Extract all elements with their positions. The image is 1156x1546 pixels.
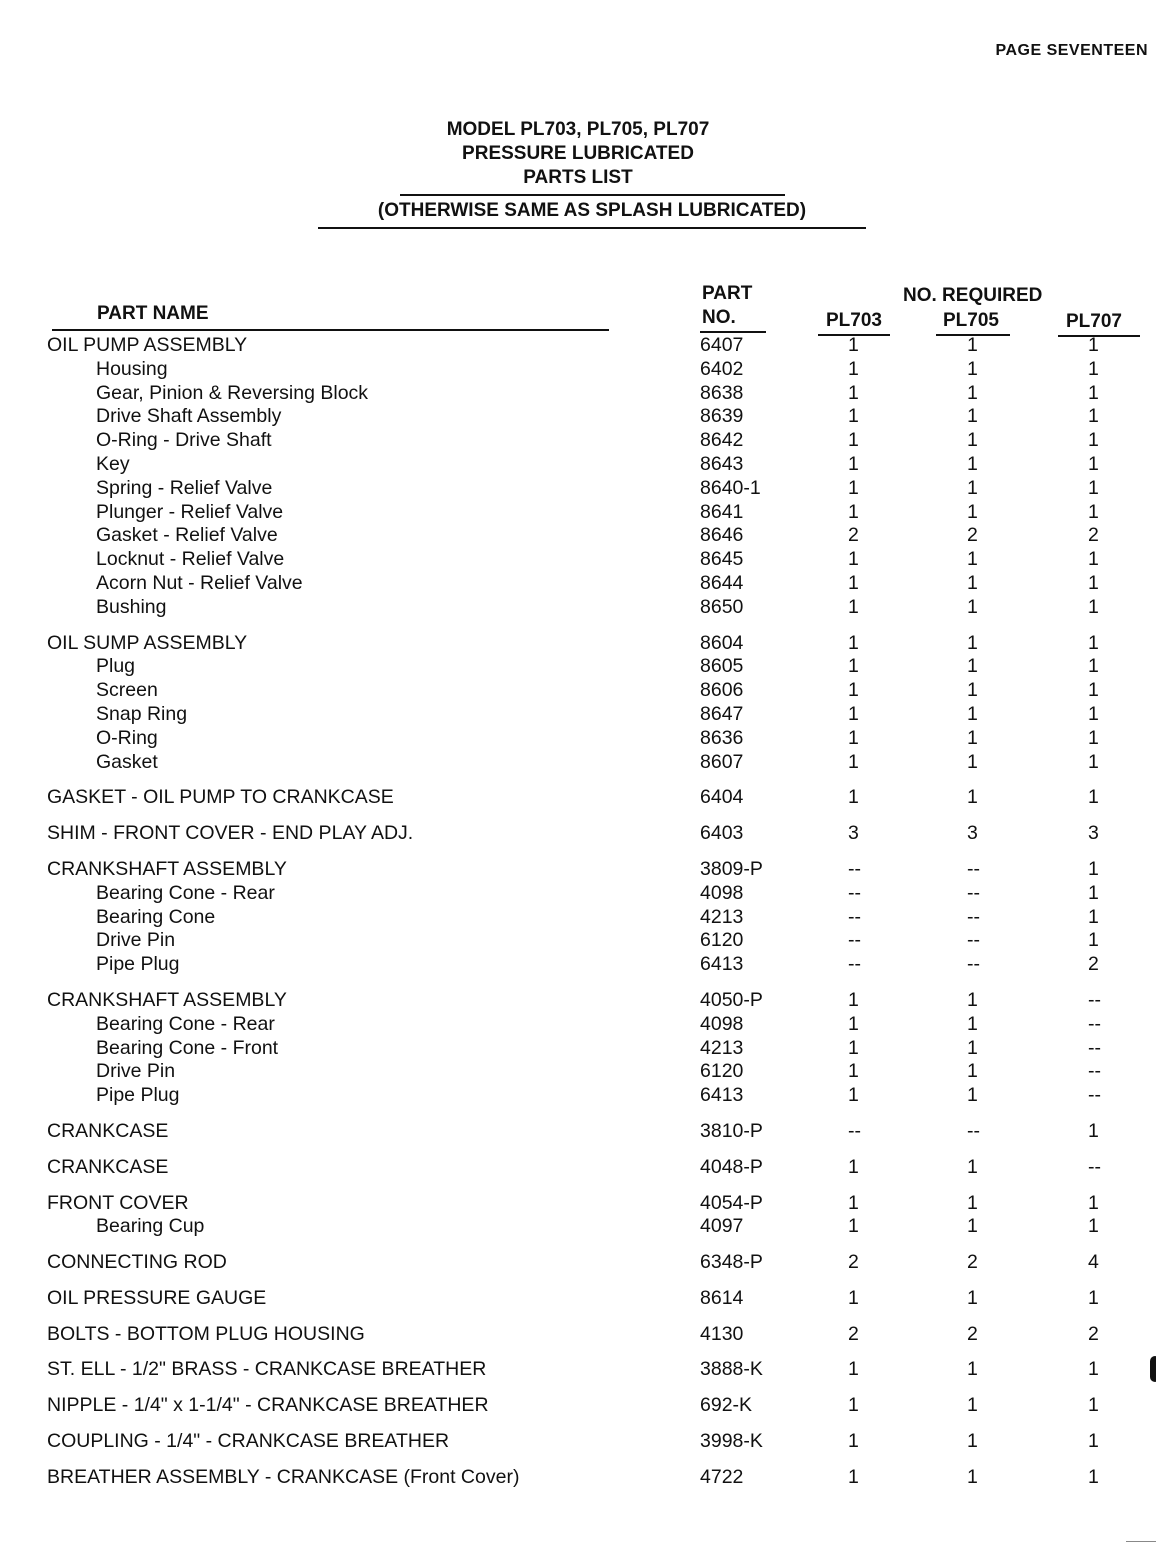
qty-pl705-cell: 1 xyxy=(967,1084,978,1107)
qty-pl703-cell: 1 xyxy=(848,988,859,1011)
qty-pl703-cell: 1 xyxy=(848,679,859,702)
qty-pl705-cell: 2 xyxy=(967,1251,978,1274)
title-line-2: PRESSURE LUBRICATED xyxy=(462,143,694,164)
table-row xyxy=(0,334,1156,358)
part-no-cell: 6413 xyxy=(700,953,744,976)
qty-pl703-cell: 1 xyxy=(848,357,859,380)
qty-pl705-cell: -- xyxy=(967,857,980,880)
part-no-cell: 3810-P xyxy=(700,1119,763,1142)
part-no-cell: 6402 xyxy=(700,357,744,380)
qty-pl707-cell: 1 xyxy=(1088,500,1099,523)
part-no-cell: 8605 xyxy=(700,655,744,678)
table-row xyxy=(0,906,1156,930)
qty-pl707-cell: 1 xyxy=(1088,786,1099,809)
qty-pl705-cell: 1 xyxy=(967,1060,978,1083)
qty-pl703-cell: -- xyxy=(848,929,861,952)
title-rule xyxy=(400,194,785,196)
part-no-cell: 8604 xyxy=(700,631,744,654)
table-row xyxy=(0,358,1156,382)
part-no-cell: 8614 xyxy=(700,1286,744,1309)
qty-pl707-cell: 1 xyxy=(1088,750,1099,773)
part-no-cell: 8645 xyxy=(700,548,744,571)
qty-pl705-cell: 1 xyxy=(967,1155,978,1178)
qty-pl707-cell: 1 xyxy=(1088,595,1099,618)
part-no-cell: 3888-K xyxy=(700,1358,763,1381)
qty-pl703-cell: 2 xyxy=(848,1251,859,1274)
table-row xyxy=(0,572,1156,596)
table-row xyxy=(0,1287,1156,1311)
qty-pl703-cell: 1 xyxy=(848,631,859,654)
qty-pl703-cell: 1 xyxy=(848,452,859,475)
part-name-cell: OIL SUMP ASSEMBLY xyxy=(47,631,248,654)
part-name-cell: CRANKSHAFT ASSEMBLY xyxy=(47,857,287,880)
part-no-cell: 4213 xyxy=(700,1036,744,1059)
qty-pl707-cell: 1 xyxy=(1088,357,1099,380)
qty-pl705-cell: 1 xyxy=(967,405,978,428)
qty-pl707-cell: 1 xyxy=(1088,1394,1099,1417)
qty-pl703-cell: 3 xyxy=(848,822,859,845)
part-no-cell: 4054-P xyxy=(700,1191,763,1214)
part-name-cell: FRONT COVER xyxy=(47,1191,189,1214)
qty-pl703-cell: -- xyxy=(848,1119,861,1142)
qty-pl703-cell: 1 xyxy=(848,1191,859,1214)
qty-pl705-cell: 1 xyxy=(967,1036,978,1059)
part-no-cell: 8606 xyxy=(700,679,744,702)
table-row xyxy=(0,453,1156,477)
table-row xyxy=(0,1466,1156,1490)
table-row xyxy=(0,989,1156,1013)
qty-pl707-cell: 1 xyxy=(1088,476,1099,499)
table-row xyxy=(0,1430,1156,1454)
qty-pl705-cell: 1 xyxy=(967,1191,978,1214)
part-no-cell: 8647 xyxy=(700,702,744,725)
qty-pl703-cell: 1 xyxy=(848,571,859,594)
qty-pl707-cell: 1 xyxy=(1088,857,1099,880)
qty-pl705-cell: 1 xyxy=(967,750,978,773)
part-no-cell: 4098 xyxy=(700,1012,744,1035)
qty-pl705-cell: -- xyxy=(967,905,980,928)
qty-pl707-cell: -- xyxy=(1088,988,1101,1011)
qty-pl705-cell: 1 xyxy=(967,357,978,380)
qty-pl703-cell: -- xyxy=(848,905,861,928)
part-name-cell: Drive Pin xyxy=(96,929,176,952)
part-name-cell: ST. ELL - 1/2" BRASS - CRANKCASE BREATHER xyxy=(47,1358,487,1381)
qty-pl707-cell: 1 xyxy=(1088,1286,1099,1309)
part-no-cell: 8641 xyxy=(700,500,744,523)
qty-pl703-cell: 1 xyxy=(848,548,859,571)
header-no-required: NO. REQUIRED xyxy=(903,285,1043,306)
part-name-cell: COUPLING - 1/4" - CRANKCASE BREATHER xyxy=(47,1430,450,1453)
part-no-cell: 4048-P xyxy=(700,1155,763,1178)
qty-pl703-cell: 1 xyxy=(848,786,859,809)
qty-pl705-cell: 1 xyxy=(967,334,978,356)
table-row xyxy=(0,1358,1156,1382)
qty-pl705-cell: 1 xyxy=(967,1286,978,1309)
table-row xyxy=(0,524,1156,548)
qty-pl705-cell: 1 xyxy=(967,1430,978,1453)
qty-pl707-cell: 1 xyxy=(1088,631,1099,654)
part-no-cell: 8646 xyxy=(700,524,744,547)
qty-pl705-cell: 1 xyxy=(967,679,978,702)
margin-ink-mark xyxy=(1150,1356,1156,1382)
header-part-no xyxy=(702,282,752,330)
part-no-cell: 4050-P xyxy=(700,988,763,1011)
qty-pl703-cell: 2 xyxy=(848,524,859,547)
qty-pl703-cell: 1 xyxy=(848,334,859,356)
part-name-cell: OIL PUMP ASSEMBLY xyxy=(47,334,248,356)
part-no-cell: 8644 xyxy=(700,571,744,594)
table-row xyxy=(0,1215,1156,1239)
table-row xyxy=(0,382,1156,406)
qty-pl703-cell: 1 xyxy=(848,476,859,499)
qty-pl707-cell: -- xyxy=(1088,1012,1101,1035)
part-no-cell: 3998-K xyxy=(700,1430,763,1453)
table-row xyxy=(0,786,1156,810)
qty-pl705-cell: 1 xyxy=(967,571,978,594)
table-row xyxy=(0,548,1156,572)
part-no-cell: 8607 xyxy=(700,750,744,773)
qty-pl707-cell: 1 xyxy=(1088,1430,1099,1453)
part-name-cell: Bearing Cup xyxy=(96,1215,205,1238)
part-name-cell: BOLTS - BOTTOM PLUG HOUSING xyxy=(47,1322,365,1345)
qty-pl707-cell: 1 xyxy=(1088,905,1099,928)
qty-pl705-cell: 1 xyxy=(967,655,978,678)
header-part-name: PART NAME xyxy=(97,303,209,324)
qty-pl703-cell: 1 xyxy=(848,1155,859,1178)
qty-pl703-cell: -- xyxy=(848,857,861,880)
table-row xyxy=(0,727,1156,751)
table-row xyxy=(0,822,1156,846)
part-no-cell: 692-K xyxy=(700,1394,753,1417)
subtitle-rule xyxy=(318,227,866,229)
page-label: PAGE SEVENTEEN xyxy=(995,42,1148,59)
part-name-cell: Snap Ring xyxy=(96,702,188,725)
corner-mark xyxy=(1126,1541,1156,1542)
part-name-cell: Bearing Cone xyxy=(96,905,216,928)
qty-pl705-cell: -- xyxy=(967,881,980,904)
qty-pl705-cell: 1 xyxy=(967,1394,978,1417)
qty-pl707-cell: 3 xyxy=(1088,822,1099,845)
part-no-cell: 8636 xyxy=(700,726,744,749)
qty-pl705-cell: 1 xyxy=(967,548,978,571)
part-no-cell: 4098 xyxy=(700,881,744,904)
qty-pl707-cell: 1 xyxy=(1088,1119,1099,1142)
part-no-cell: 4213 xyxy=(700,905,744,928)
qty-pl705-cell: 1 xyxy=(967,1358,978,1381)
part-name-cell: Bearing Cone - Front xyxy=(96,1036,279,1059)
qty-pl703-cell: 1 xyxy=(848,405,859,428)
part-no-cell: 8643 xyxy=(700,452,744,475)
table-row xyxy=(0,429,1156,453)
qty-pl707-cell: 1 xyxy=(1088,702,1099,725)
qty-pl703-cell: 1 xyxy=(848,750,859,773)
part-no-cell: 6120 xyxy=(700,1060,744,1083)
part-no-cell: 3809-P xyxy=(700,857,763,880)
qty-pl707-cell: 1 xyxy=(1088,1191,1099,1214)
qty-pl707-cell: 1 xyxy=(1088,334,1099,356)
parts-table xyxy=(0,334,1156,1490)
qty-pl705-cell: 1 xyxy=(967,726,978,749)
qty-pl707-cell: 1 xyxy=(1088,679,1099,702)
table-row xyxy=(0,596,1156,620)
part-name-cell: Gasket xyxy=(96,750,158,773)
qty-pl707-cell: -- xyxy=(1088,1155,1101,1178)
table-row xyxy=(0,501,1156,525)
part-name-cell: Screen xyxy=(96,679,158,702)
part-no-cell: 6404 xyxy=(700,786,744,809)
qty-pl703-cell: 1 xyxy=(848,1060,859,1083)
qty-pl707-cell: 1 xyxy=(1088,548,1099,571)
table-row xyxy=(0,1120,1156,1144)
qty-pl705-cell: 1 xyxy=(967,381,978,404)
title-block xyxy=(0,118,1156,190)
qty-pl707-cell: 1 xyxy=(1088,881,1099,904)
part-name-cell: Drive Shaft Assembly xyxy=(96,405,282,428)
qty-pl707-cell: 1 xyxy=(1088,1465,1099,1488)
qty-pl703-cell: 1 xyxy=(848,1465,859,1488)
title-line-1: MODEL PL703, PL705, PL707 xyxy=(446,119,710,140)
qty-pl705-cell: 1 xyxy=(967,786,978,809)
qty-pl707-cell: 1 xyxy=(1088,726,1099,749)
qty-pl703-cell: 1 xyxy=(848,1084,859,1107)
qty-pl705-cell: 1 xyxy=(967,1215,978,1238)
qty-pl707-cell: 1 xyxy=(1088,1215,1099,1238)
qty-pl707-cell: 1 xyxy=(1088,429,1099,452)
part-name-cell: OIL PRESSURE GAUGE xyxy=(47,1286,267,1309)
part-name-cell: Bushing xyxy=(96,595,167,618)
part-no-cell: 4722 xyxy=(700,1465,744,1488)
qty-pl705-cell: 1 xyxy=(967,631,978,654)
table-row xyxy=(0,751,1156,775)
qty-pl705-cell: 3 xyxy=(967,822,978,845)
part-no-cell: 8639 xyxy=(700,405,744,428)
part-no-cell: 4097 xyxy=(700,1215,744,1238)
qty-pl703-cell: 1 xyxy=(848,1215,859,1238)
qty-pl703-cell: 1 xyxy=(848,595,859,618)
part-name-cell: SHIM - FRONT COVER - END PLAY ADJ. xyxy=(47,822,414,845)
part-name-cell: Gasket - Relief Valve xyxy=(96,524,278,547)
qty-pl705-cell: 1 xyxy=(967,595,978,618)
qty-pl707-cell: -- xyxy=(1088,1084,1101,1107)
qty-pl703-cell: 1 xyxy=(848,1012,859,1035)
qty-pl703-cell: 1 xyxy=(848,1358,859,1381)
part-name-cell: GASKET - OIL PUMP TO CRANKCASE xyxy=(47,786,394,809)
part-no-cell: 8650 xyxy=(700,595,744,618)
header-pl705: PL705 xyxy=(943,310,999,331)
qty-pl705-cell: 1 xyxy=(967,1012,978,1035)
part-name-cell: O-Ring xyxy=(96,726,158,749)
table-row xyxy=(0,1323,1156,1347)
part-name-cell: Pipe Plug xyxy=(96,953,180,976)
qty-pl705-cell: -- xyxy=(967,1119,980,1142)
qty-pl703-cell: 1 xyxy=(848,429,859,452)
part-name-cell: Acorn Nut - Relief Valve xyxy=(96,571,303,594)
table-row xyxy=(0,477,1156,501)
part-no-cell: 8638 xyxy=(700,381,744,404)
table-row xyxy=(0,929,1156,953)
part-name-cell: Plunger - Relief Valve xyxy=(96,500,284,523)
table-row xyxy=(0,858,1156,882)
part-no-cell: 6403 xyxy=(700,822,744,845)
qty-pl703-cell: 1 xyxy=(848,1394,859,1417)
table-row xyxy=(0,679,1156,703)
header-pl703: PL703 xyxy=(826,310,882,331)
qty-pl707-cell: -- xyxy=(1088,1036,1101,1059)
qty-pl707-cell: 4 xyxy=(1088,1251,1099,1274)
qty-pl707-cell: 1 xyxy=(1088,1358,1099,1381)
part-name-cell: BREATHER ASSEMBLY - CRANKCASE (Front Cover) xyxy=(47,1465,520,1488)
qty-pl703-cell: -- xyxy=(848,953,861,976)
table-row xyxy=(0,405,1156,429)
qty-pl705-cell: 2 xyxy=(967,1322,978,1345)
qty-pl703-cell: 1 xyxy=(848,1430,859,1453)
part-no-cell: 6120 xyxy=(700,929,744,952)
part-name-cell: Pipe Plug xyxy=(96,1084,180,1107)
qty-pl703-cell: 1 xyxy=(848,500,859,523)
qty-pl707-cell: 1 xyxy=(1088,655,1099,678)
qty-pl703-cell: 1 xyxy=(848,702,859,725)
table-row xyxy=(0,655,1156,679)
qty-pl707-cell: 1 xyxy=(1088,452,1099,475)
part-no-cell: 6407 xyxy=(700,334,744,356)
qty-pl703-cell: 1 xyxy=(848,381,859,404)
qty-pl707-cell: 1 xyxy=(1088,381,1099,404)
table-row xyxy=(0,1037,1156,1061)
qty-pl705-cell: 1 xyxy=(967,500,978,523)
qty-pl707-cell: 1 xyxy=(1088,571,1099,594)
part-no-cell: 4130 xyxy=(700,1322,744,1345)
qty-pl703-cell: 1 xyxy=(848,1036,859,1059)
qty-pl707-cell: -- xyxy=(1088,1060,1101,1083)
qty-pl703-cell: 2 xyxy=(848,1322,859,1345)
table-row xyxy=(0,1251,1156,1275)
qty-pl705-cell: 1 xyxy=(967,702,978,725)
table-row xyxy=(0,703,1156,727)
qty-pl705-cell: 2 xyxy=(967,524,978,547)
qty-pl707-cell: 2 xyxy=(1088,1322,1099,1345)
part-name-cell: Bearing Cone - Rear xyxy=(96,881,275,904)
qty-pl705-cell: 1 xyxy=(967,1465,978,1488)
part-name-cell: Locknut - Relief Valve xyxy=(96,548,285,571)
table-row xyxy=(0,1192,1156,1216)
title-line-3: PARTS LIST xyxy=(523,167,633,188)
part-name-cell: O-Ring - Drive Shaft xyxy=(96,429,272,452)
part-name-cell: CRANKCASE xyxy=(47,1119,169,1142)
qty-pl703-cell: 1 xyxy=(848,726,859,749)
part-name-cell: Key xyxy=(96,452,130,475)
part-name-cell: CRANKSHAFT ASSEMBLY xyxy=(47,988,287,1011)
part-no-cell: 8640-1 xyxy=(700,476,761,499)
part-name-cell: CRANKCASE xyxy=(47,1155,169,1178)
table-row xyxy=(0,1394,1156,1418)
qty-pl705-cell: 1 xyxy=(967,452,978,475)
qty-pl705-cell: 1 xyxy=(967,988,978,1011)
header-part-no-rule xyxy=(700,331,766,333)
header-part-name-rule xyxy=(52,329,609,331)
qty-pl707-cell: 1 xyxy=(1088,929,1099,952)
qty-pl705-cell: -- xyxy=(967,953,980,976)
part-no-cell: 6348-P xyxy=(700,1251,763,1274)
qty-pl707-cell: 1 xyxy=(1088,405,1099,428)
header-part-no-line2: NO. xyxy=(702,307,736,328)
qty-pl703-cell: 1 xyxy=(848,655,859,678)
qty-pl703-cell: -- xyxy=(848,881,861,904)
subtitle: (OTHERWISE SAME AS SPLASH LUBRICATED) xyxy=(377,200,807,221)
qty-pl707-cell: 2 xyxy=(1088,953,1099,976)
qty-pl705-cell: -- xyxy=(967,929,980,952)
part-name-cell: Plug xyxy=(96,655,136,678)
qty-pl703-cell: 1 xyxy=(848,1286,859,1309)
header-part-no-line1: PART xyxy=(702,283,753,304)
part-no-cell: 6413 xyxy=(700,1084,744,1107)
part-no-cell: 8642 xyxy=(700,429,744,452)
qty-pl707-cell: 2 xyxy=(1088,524,1099,547)
header-pl707: PL707 xyxy=(1066,311,1122,332)
table-row xyxy=(0,1013,1156,1037)
qty-pl705-cell: 1 xyxy=(967,476,978,499)
table-row xyxy=(0,953,1156,977)
table-row xyxy=(0,1060,1156,1084)
table-row xyxy=(0,1156,1156,1180)
part-name-cell: Drive Pin xyxy=(96,1060,176,1083)
part-name-cell: Spring - Relief Valve xyxy=(96,476,273,499)
qty-pl705-cell: 1 xyxy=(967,429,978,452)
table-row xyxy=(0,632,1156,656)
part-name-cell: CONNECTING ROD xyxy=(47,1251,227,1274)
part-name-cell: Bearing Cone - Rear xyxy=(96,1012,275,1035)
part-name-cell: Gear, Pinion & Reversing Block xyxy=(96,381,369,404)
table-row xyxy=(0,1084,1156,1108)
table-row xyxy=(0,882,1156,906)
part-name-cell: Housing xyxy=(96,357,168,380)
part-name-cell: NIPPLE - 1/4" x 1-1/4" - CRANKCASE BREATHER xyxy=(47,1394,489,1417)
